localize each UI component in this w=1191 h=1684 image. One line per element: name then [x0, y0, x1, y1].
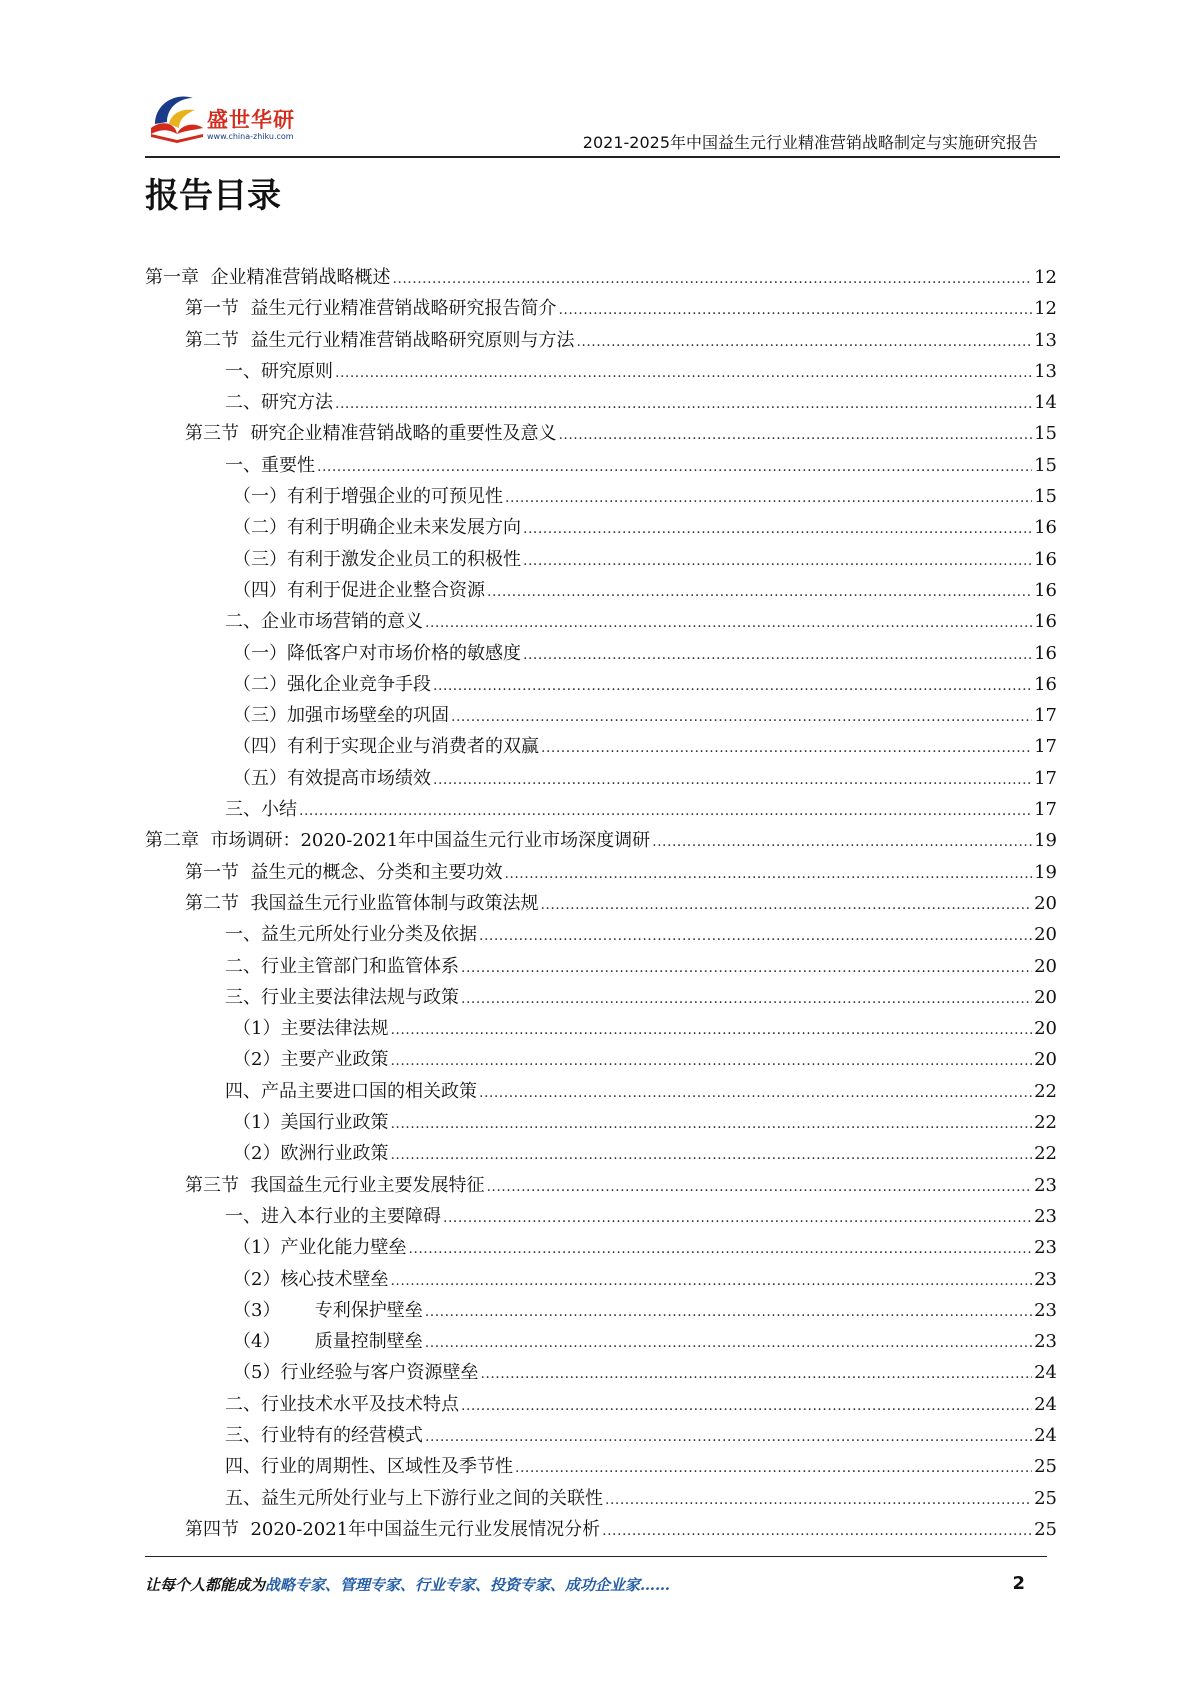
toc-entry[interactable]	[145, 1013, 1057, 1044]
toc-entry-label: 二、行业主管部门和监管体系	[225, 955, 459, 977]
footer-divider	[145, 1556, 1047, 1557]
toc-entry-label: （3） 专利保护壁垒	[233, 1299, 423, 1321]
toc-entry-label: （一）有利于增强企业的可预见性	[233, 486, 503, 508]
toc-leader-dots	[558, 418, 1032, 451]
toc-leader-dots	[486, 1170, 1032, 1203]
toc-entry-label: 第二节 我国益生元行业监管体制与政策法规	[185, 892, 539, 914]
toc-entry[interactable]	[145, 1326, 1057, 1357]
toc-leader-dots	[390, 1044, 1032, 1077]
toc-entry-page: 17	[1034, 705, 1057, 727]
toc-entry[interactable]	[145, 951, 1057, 982]
toc-entry-page: 23	[1034, 1299, 1057, 1321]
toc-entry[interactable]	[145, 1232, 1057, 1263]
toc-entry-label: （2）主要产业政策	[233, 1049, 389, 1071]
toc-entry-page: 16	[1034, 642, 1057, 664]
toc-entry-label: 一、益生元所处行业分类及依据	[225, 924, 477, 946]
toc-entry[interactable]	[145, 1295, 1057, 1326]
toc-leader-dots	[390, 1264, 1032, 1297]
logo-url: www.china-zhiku.com	[207, 132, 294, 141]
toc-entry-page: 19	[1034, 830, 1057, 852]
toc-entry-label: （一）降低客户对市场价格的敏感度	[233, 642, 521, 664]
toc-entry[interactable]	[145, 1264, 1057, 1295]
toc-entry-page: 15	[1034, 454, 1057, 476]
company-logo	[145, 82, 325, 152]
toc-leader-dots	[461, 1389, 1032, 1422]
toc-entry-page: 16	[1034, 611, 1057, 633]
toc-entry[interactable]	[145, 669, 1057, 700]
toc-entry-label: （五）有效提高市场绩效	[233, 767, 431, 789]
toc-leader-dots	[523, 512, 1032, 545]
toc-leader-dots	[425, 1326, 1032, 1359]
toc-entry[interactable]	[145, 888, 1057, 919]
toc-leader-dots	[461, 982, 1032, 1015]
toc-entry-page: 17	[1034, 736, 1057, 758]
toc-leader-dots	[505, 481, 1032, 514]
footer-highlight: 战略专家、管理专家、行业专家、投资专家、成功企业家……	[265, 1576, 671, 1594]
toc-entry-page: 20	[1034, 924, 1057, 946]
toc-entry[interactable]	[145, 450, 1057, 481]
toc-entry[interactable]	[145, 1076, 1057, 1107]
toc-entry-label: （5）行业经验与客户资源壁垒	[233, 1362, 479, 1384]
toc-entry-label: 四、行业的周期性、区域性及季节性	[225, 1456, 513, 1478]
toc-entry[interactable]	[145, 731, 1057, 762]
toc-entry-label: 第二节 益生元行业精准营销战略研究原则与方法	[185, 329, 575, 351]
toc-entry-label: 一、重要性	[225, 454, 315, 476]
toc-entry[interactable]	[145, 293, 1057, 324]
toc-leader-dots	[461, 951, 1032, 984]
toc-entry[interactable]	[145, 325, 1057, 356]
toc-entry[interactable]	[145, 794, 1057, 825]
footer-prefix: 让每个人都能成为	[145, 1576, 266, 1594]
toc-entry[interactable]	[145, 418, 1057, 449]
toc-entry-label: 第一章 企业精准营销战略概述	[145, 267, 391, 288]
toc-leader-dots	[390, 1107, 1032, 1140]
toc-entry-label: 第三节 我国益生元行业主要发展特征	[185, 1174, 485, 1196]
toc-leader-dots	[558, 293, 1032, 326]
toc-entry-page: 22	[1034, 1143, 1057, 1165]
toc-entry[interactable]	[145, 1107, 1057, 1138]
toc-entry[interactable]	[145, 606, 1057, 637]
toc-entry-page: 24	[1034, 1424, 1057, 1446]
toc-entry-page: 24	[1034, 1362, 1057, 1384]
toc-entry-page: 23	[1034, 1268, 1057, 1290]
toc-entry-page: 20	[1034, 1018, 1057, 1040]
toc-entry-page: 23	[1034, 1174, 1057, 1196]
toc-entry-label: 五、益生元所处行业与上下游行业之间的关联性	[225, 1487, 603, 1509]
toc-entry-label: 二、企业市场营销的意义	[225, 611, 423, 633]
toc-entry-page: 24	[1034, 1393, 1057, 1415]
toc-entry-page: 14	[1034, 392, 1057, 414]
toc-leader-dots	[443, 1201, 1032, 1234]
toc-entry[interactable]	[145, 1389, 1057, 1420]
report-title: 2021-2025年中国益生元行业精准营销战略制定与实施研究报告	[582, 133, 1038, 152]
toc-entry-label: 第一节 益生元的概念、分类和主要功效	[185, 861, 503, 883]
toc-entry-label: （2）核心技术壁垒	[233, 1268, 389, 1290]
toc-entry-page: 15	[1034, 423, 1057, 445]
toc-entry[interactable]	[145, 700, 1057, 731]
toc-entry-label: （四）有利于实现企业与消费者的双赢	[233, 736, 539, 758]
toc-entry[interactable]	[145, 638, 1057, 669]
toc-leader-dots	[652, 825, 1032, 858]
toc-entry-page: 25	[1034, 1487, 1057, 1509]
toc-entry[interactable]	[145, 544, 1057, 575]
toc-entry-label: 第一节 益生元行业精准营销战略研究报告简介	[185, 298, 557, 320]
toc-entry-page: 20	[1034, 955, 1057, 977]
toc-entry-page: 20	[1034, 892, 1057, 914]
toc-entry[interactable]	[145, 1420, 1057, 1451]
toc-entry[interactable]	[145, 857, 1057, 888]
toc-leader-dots	[335, 356, 1032, 389]
footer-slogan	[145, 1574, 1025, 1595]
toc-entry-page: 12	[1034, 298, 1057, 320]
toc-entry[interactable]	[145, 1483, 1057, 1514]
toc-leader-dots	[479, 919, 1032, 952]
toc-leader-dots	[602, 1514, 1032, 1547]
toc-entry[interactable]	[145, 387, 1057, 418]
toc-entry-page: 16	[1034, 548, 1057, 570]
toc-entry-label: （二）强化企业竞争手段	[233, 673, 431, 695]
toc-leader-dots	[299, 794, 1032, 827]
toc-leader-dots	[451, 700, 1032, 733]
toc-leader-dots	[317, 450, 1032, 483]
toc-entry[interactable]	[145, 575, 1057, 606]
toc-entry-label: （1）产业化能力壁垒	[233, 1237, 407, 1259]
toc-entry-label: （4） 质量控制壁垒	[233, 1331, 423, 1353]
page-header	[145, 82, 1060, 158]
toc-entry[interactable]	[145, 1201, 1057, 1232]
toc-entry-page: 19	[1034, 861, 1057, 883]
toc-entry-page: 23	[1034, 1205, 1057, 1227]
toc-entry[interactable]	[145, 356, 1057, 387]
toc-entry[interactable]	[145, 1170, 1057, 1201]
toc-entry-page: 22	[1034, 1080, 1057, 1102]
toc-entry-page: 17	[1034, 799, 1057, 821]
toc-entry-label: 三、行业特有的经营模式	[225, 1424, 423, 1446]
toc-entry-page: 17	[1034, 767, 1057, 789]
toc-entry-label: 二、行业技术水平及技术特点	[225, 1393, 459, 1415]
toc-entry-page: 16	[1034, 517, 1057, 539]
toc-entry-page: 16	[1034, 579, 1057, 601]
toc-entry[interactable]	[145, 1451, 1057, 1482]
toc-entry-page: 23	[1034, 1237, 1057, 1259]
toc-entry-label: 一、研究原则	[225, 360, 333, 382]
logo-emblem-icon	[145, 84, 209, 148]
toc-entry-label: （三）有利于激发企业员工的积极性	[233, 548, 521, 570]
toc-entry-page: 25	[1034, 1456, 1057, 1478]
toc-leader-dots	[515, 1451, 1032, 1484]
toc-leader-dots	[390, 1013, 1032, 1046]
toc-leader-dots	[479, 1076, 1032, 1109]
toc-entry[interactable]	[145, 481, 1057, 512]
toc-entry[interactable]	[145, 1044, 1057, 1075]
toc-entry-label: 一、进入本行业的主要障碍	[225, 1205, 441, 1227]
toc-leader-dots	[540, 888, 1032, 921]
toc-entry-page: 22	[1034, 1112, 1057, 1134]
toc-leader-dots	[408, 1232, 1032, 1265]
toc-entry-page: 13	[1034, 360, 1057, 382]
toc-leader-dots	[433, 763, 1032, 796]
toc-leader-dots	[504, 857, 1032, 890]
logo-text: 盛世华研	[207, 108, 295, 132]
toc-leader-dots	[425, 1295, 1032, 1328]
toc-entry[interactable]	[145, 1138, 1057, 1169]
toc-leader-dots	[390, 1138, 1032, 1171]
toc-entry-label: （三）加强市场壁垒的巩固	[233, 705, 449, 727]
toc-leader-dots	[576, 325, 1032, 358]
toc-entry-label: 第二章 市场调研：2020-2021年中国益生元行业市场深度调研	[145, 830, 651, 852]
toc-entry-page: 12	[1034, 267, 1057, 288]
toc-entry[interactable]	[145, 919, 1057, 950]
toc-entry-page: 23	[1034, 1331, 1057, 1353]
toc-entry-label: （1）主要法律法规	[233, 1018, 389, 1040]
toc-entry-label: 第三节 研究企业精准营销战略的重要性及意义	[185, 423, 557, 445]
toc-entry-page: 13	[1034, 329, 1057, 351]
toc-entry[interactable]	[145, 262, 1057, 293]
toc-leader-dots	[425, 606, 1032, 639]
toc-entry-page: 16	[1034, 673, 1057, 695]
page-title: 报告目录	[145, 176, 281, 216]
toc-leader-dots	[425, 1420, 1032, 1453]
toc-entry-label: 二、研究方法	[225, 392, 333, 414]
toc-entry[interactable]	[145, 763, 1057, 794]
toc-leader-dots	[480, 1357, 1032, 1390]
toc-entry[interactable]	[145, 512, 1057, 543]
toc-entry-page: 25	[1034, 1518, 1057, 1540]
toc-entry[interactable]	[145, 1357, 1057, 1388]
page-number: 2	[1012, 1573, 1025, 1594]
toc-leader-dots	[605, 1483, 1032, 1516]
toc-entry[interactable]	[145, 982, 1057, 1013]
toc-leader-dots	[433, 669, 1032, 702]
toc-entry[interactable]	[145, 1514, 1057, 1545]
toc-leader-dots	[392, 262, 1032, 295]
table-of-contents	[145, 262, 1057, 1545]
toc-entry-page: 20	[1034, 986, 1057, 1008]
toc-entry-label: （1）美国行业政策	[233, 1112, 389, 1134]
toc-entry-page: 20	[1034, 1049, 1057, 1071]
toc-leader-dots	[523, 638, 1032, 671]
toc-entry[interactable]	[145, 825, 1057, 856]
toc-entry-page: 15	[1034, 486, 1057, 508]
toc-entry-label: （四）有利于促进企业整合资源	[233, 579, 485, 601]
toc-leader-dots	[487, 575, 1032, 608]
toc-entry-label: 三、小结	[225, 799, 297, 821]
toc-leader-dots	[541, 731, 1032, 764]
toc-leader-dots	[335, 387, 1032, 420]
toc-entry-label: （2）欧洲行业政策	[233, 1143, 389, 1165]
toc-entry-label: 第四节 2020-2021年中国益生元行业发展情况分析	[185, 1518, 601, 1540]
toc-entry-label: （二）有利于明确企业未来发展方向	[233, 517, 521, 539]
toc-entry-label: 三、行业主要法律法规与政策	[225, 986, 459, 1008]
toc-leader-dots	[523, 544, 1032, 577]
toc-entry-label: 四、产品主要进口国的相关政策	[225, 1080, 477, 1102]
